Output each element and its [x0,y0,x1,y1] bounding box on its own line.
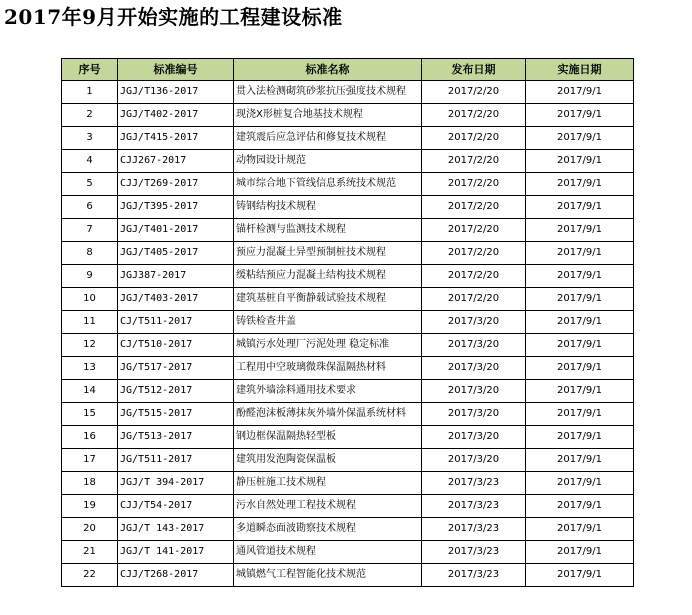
cell-publish-date: 2017/3/20 [422,380,526,403]
cell-name: 建筑外墙涂料通用技术要求 [234,380,422,403]
cell-no: 9 [62,265,118,288]
table-header [62,59,634,81]
cell-code: JG/T512-2017 [118,380,234,403]
table-row [62,449,634,472]
cell-publish-date: 2017/2/20 [422,219,526,242]
cell-no: 5 [62,173,118,196]
cell-implement-date: 2017/9/1 [526,288,634,311]
table-row [62,242,634,265]
cell-code: CJJ/T269-2017 [118,173,234,196]
table-row [62,518,634,541]
cell-code: JGJ/T136-2017 [118,81,234,104]
cell-no: 18 [62,472,118,495]
cell-publish-date: 2017/3/20 [422,311,526,334]
cell-publish-date: 2017/2/20 [422,104,526,127]
cell-publish-date: 2017/2/20 [422,288,526,311]
cell-name: 建筑震后应急评估和修复技术规程 [234,127,422,150]
cell-implement-date: 2017/9/1 [526,196,634,219]
cell-no: 4 [62,150,118,173]
cell-publish-date: 2017/3/23 [422,518,526,541]
cell-code: JG/T515-2017 [118,403,234,426]
cell-no: 6 [62,196,118,219]
table-body [62,81,634,587]
cell-publish-date: 2017/2/20 [422,242,526,265]
cell-publish-date: 2017/3/20 [422,357,526,380]
cell-publish-date: 2017/2/20 [422,150,526,173]
header-no: 序号 [62,59,118,81]
header-publish-date: 发布日期 [422,59,526,81]
table-row [62,81,634,104]
header-implement-date: 实施日期 [526,59,634,81]
cell-no: 10 [62,288,118,311]
cell-code: CJJ267-2017 [118,150,234,173]
cell-code: JG/T511-2017 [118,449,234,472]
cell-name: 铸钢结构技术规程 [234,196,422,219]
cell-name: 多道瞬态面波勘察技术规程 [234,518,422,541]
cell-implement-date: 2017/9/1 [526,127,634,150]
table-row [62,219,634,242]
cell-no: 20 [62,518,118,541]
table-row [62,127,634,150]
cell-name: 城镇燃气工程智能化技术规范 [234,564,422,587]
standards-table [61,58,634,587]
cell-name: 建筑基桩自平衡静载试验技术规程 [234,288,422,311]
cell-implement-date: 2017/9/1 [526,311,634,334]
cell-publish-date: 2017/2/20 [422,127,526,150]
cell-implement-date: 2017/9/1 [526,495,634,518]
cell-no: 12 [62,334,118,357]
table-row [62,104,634,127]
cell-name: 通风管道技术规程 [234,541,422,564]
cell-code: JG/T517-2017 [118,357,234,380]
cell-no: 19 [62,495,118,518]
cell-publish-date: 2017/2/20 [422,196,526,219]
cell-implement-date: 2017/9/1 [526,357,634,380]
cell-code: JGJ/T415-2017 [118,127,234,150]
table-row [62,403,634,426]
cell-name: 贯入法检测砌筑砂浆抗压强度技术规程 [234,81,422,104]
cell-no: 1 [62,81,118,104]
cell-code: CJJ/T54-2017 [118,495,234,518]
cell-publish-date: 2017/3/20 [422,403,526,426]
cell-code: JGJ/T403-2017 [118,288,234,311]
cell-no: 14 [62,380,118,403]
cell-no: 21 [62,541,118,564]
header-name: 标准名称 [234,59,422,81]
table-row [62,150,634,173]
cell-implement-date: 2017/9/1 [526,150,634,173]
cell-name: 预应力混凝土异型预制桩技术规程 [234,242,422,265]
cell-implement-date: 2017/9/1 [526,426,634,449]
cell-code: JGJ/T 143-2017 [118,518,234,541]
cell-no: 22 [62,564,118,587]
cell-publish-date: 2017/3/23 [422,495,526,518]
cell-name: 工程用中空玻璃微珠保温隔热材料 [234,357,422,380]
cell-code: JGJ/T401-2017 [118,219,234,242]
table-row [62,495,634,518]
cell-publish-date: 2017/2/20 [422,265,526,288]
cell-no: 16 [62,426,118,449]
cell-implement-date: 2017/9/1 [526,541,634,564]
cell-no: 8 [62,242,118,265]
cell-code: CJJ/T268-2017 [118,564,234,587]
cell-name: 城市综合地下管线信息系统技术规范 [234,173,422,196]
cell-code: JGJ/T395-2017 [118,196,234,219]
cell-no: 11 [62,311,118,334]
cell-code: JGJ/T405-2017 [118,242,234,265]
cell-implement-date: 2017/9/1 [526,403,634,426]
table-row [62,564,634,587]
table-row [62,288,634,311]
cell-implement-date: 2017/9/1 [526,334,634,357]
cell-no: 2 [62,104,118,127]
cell-no: 13 [62,357,118,380]
cell-name: 建筑用发泡陶瓷保温板 [234,449,422,472]
cell-code: JGJ/T402-2017 [118,104,234,127]
page-title: 2017年9月开始实施的工程建设标准 [4,5,343,29]
cell-implement-date: 2017/9/1 [526,564,634,587]
cell-name: 缓粘结预应力混凝土结构技术规程 [234,265,422,288]
cell-implement-date: 2017/9/1 [526,219,634,242]
table-row [62,265,634,288]
cell-code: JG/T513-2017 [118,426,234,449]
cell-implement-date: 2017/9/1 [526,173,634,196]
cell-name: 锚杆检测与监测技术规程 [234,219,422,242]
cell-implement-date: 2017/9/1 [526,449,634,472]
cell-name: 铸铁检查井盖 [234,311,422,334]
table-row [62,541,634,564]
cell-name: 动物园设计规范 [234,150,422,173]
cell-code: JGJ/T 141-2017 [118,541,234,564]
cell-no: 17 [62,449,118,472]
cell-no: 3 [62,127,118,150]
cell-implement-date: 2017/9/1 [526,518,634,541]
cell-name: 城镇污水处理厂污泥处理 稳定标准 [234,334,422,357]
table-row [62,334,634,357]
cell-publish-date: 2017/3/23 [422,472,526,495]
cell-no: 15 [62,403,118,426]
cell-publish-date: 2017/3/23 [422,541,526,564]
cell-publish-date: 2017/3/23 [422,564,526,587]
cell-implement-date: 2017/9/1 [526,81,634,104]
cell-name: 静压桩施工技术规程 [234,472,422,495]
header-row [62,59,634,81]
header-code: 标准编号 [118,59,234,81]
cell-code: CJ/T511-2017 [118,311,234,334]
cell-no: 7 [62,219,118,242]
cell-publish-date: 2017/3/20 [422,449,526,472]
cell-name: 钢边框保温隔热轻型板 [234,426,422,449]
cell-name: 污水自然处理工程技术规程 [234,495,422,518]
table-row [62,196,634,219]
cell-implement-date: 2017/9/1 [526,265,634,288]
table-row [62,173,634,196]
cell-code: JGJ387-2017 [118,265,234,288]
cell-code: JGJ/T 394-2017 [118,472,234,495]
cell-name: 现浇X形桩复合地基技术规程 [234,104,422,127]
cell-implement-date: 2017/9/1 [526,380,634,403]
cell-implement-date: 2017/9/1 [526,242,634,265]
cell-implement-date: 2017/9/1 [526,104,634,127]
cell-implement-date: 2017/9/1 [526,472,634,495]
table-row [62,311,634,334]
cell-name: 酚醛泡沫板薄抹灰外墙外保温系统材料 [234,403,422,426]
cell-code: CJ/T510-2017 [118,334,234,357]
table-row [62,380,634,403]
table-row [62,357,634,380]
cell-publish-date: 2017/3/20 [422,426,526,449]
table-row [62,426,634,449]
cell-publish-date: 2017/3/20 [422,334,526,357]
cell-publish-date: 2017/2/20 [422,81,526,104]
table-row [62,472,634,495]
cell-publish-date: 2017/2/20 [422,173,526,196]
